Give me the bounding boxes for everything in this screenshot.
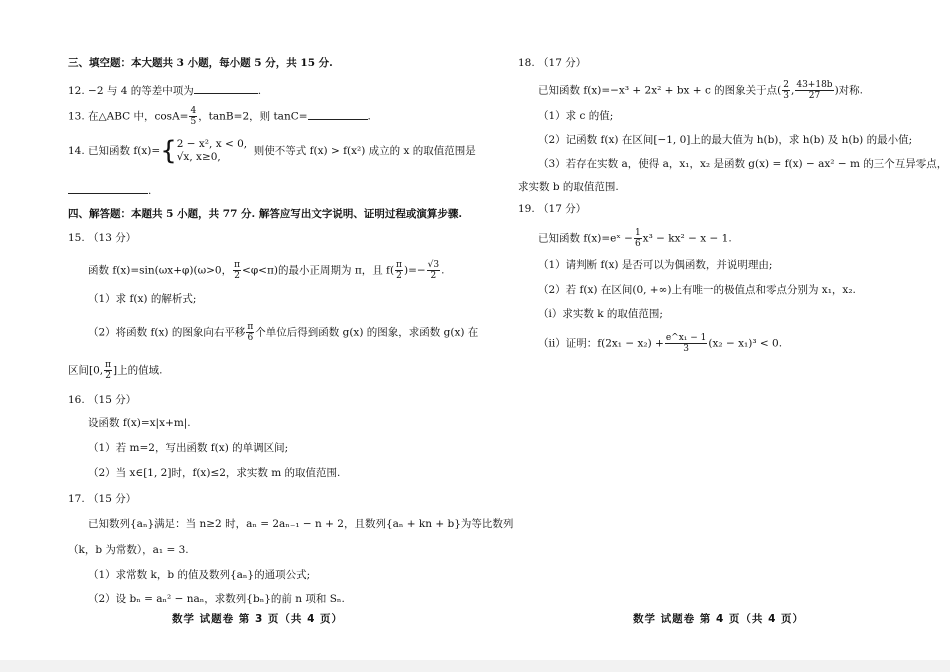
q15-part2-cont <box>68 360 162 381</box>
numerator: π <box>105 360 112 370</box>
q18-stem-b: )对称. <box>834 84 863 97</box>
denominator: 2 <box>396 271 402 281</box>
q13-text-a: 13. 在△ABC 中，cosA= <box>68 110 189 123</box>
q14-text-a: 14. 已知函数 f(x)= <box>68 145 161 157</box>
q15-part2-d: ]上的值域. <box>113 364 163 377</box>
q16-header: 16. （15 分） <box>68 394 137 406</box>
q19-part-ii-a: （ii）证明：f(2x₁ − x₂) + <box>538 337 664 350</box>
numerator: 4 <box>190 106 197 116</box>
question-14-answer <box>68 182 151 198</box>
q18-part3: （3）若存在实数 a，使得 a，x₁，x₂ 是函数 g(x) = f(x) − ax² − m 的三个互异零点， <box>538 158 948 170</box>
q12-end: . <box>257 85 262 97</box>
q17-stem-a: 已知数列{aₙ}满足：当 n≥2 时，aₙ = 2aₙ₋₁ − n + 2，且数列{aₙ + kn + b}为等比数列 <box>88 518 514 530</box>
section4-heading: 四、解答题：本题共 5 小题，共 77 分. 解答应写出文字说明、证明过程或演算步骤. <box>68 208 463 220</box>
case-1: 2 − x², x < 0, <box>176 138 248 150</box>
q13-text-b: ，tanB=2，则 tanC= <box>198 110 308 123</box>
q19-stem-b: x³ − kx² − x − 1. <box>642 232 732 245</box>
answer-blank <box>68 182 148 194</box>
fraction <box>665 333 708 354</box>
fraction <box>795 80 833 101</box>
fraction <box>634 228 642 249</box>
question-13 <box>68 106 371 127</box>
fraction <box>782 80 790 101</box>
q15-stem <box>88 260 444 281</box>
q16-part2: （2）当 x∈[1, 2]时，f(x)≤2，求实数 m 的取值范围. <box>88 467 341 479</box>
q15-stem-b: <φ<π)的最小正周期为 π，且 f( <box>242 264 395 277</box>
q18-stem-a: 已知函数 f(x)=−x³ + 2x² + bx + c 的图象关于点( <box>538 84 782 97</box>
q16-part1: （1）若 m=2，写出函数 f(x) 的单调区间; <box>88 442 289 454</box>
fraction <box>246 322 254 343</box>
fraction <box>104 360 112 381</box>
q15-part2 <box>88 322 478 343</box>
case-2: √x, x≥0, <box>176 151 221 163</box>
q15-stem-c: )=− <box>403 264 426 277</box>
q14-end: . <box>148 185 152 197</box>
q17-part1: （1）求常数 k，b 的值及数列{aₙ}的通项公式; <box>88 569 311 581</box>
numerator: π <box>247 322 254 332</box>
q15-part2-c: 区间[0, <box>68 364 104 377</box>
q17-stem-b: （k，b 为常数），a₁ = 3. <box>68 544 189 556</box>
denominator: 3 <box>683 344 689 354</box>
fraction <box>395 260 403 281</box>
q19-part-i: （i）求实数 k 的取值范围; <box>538 308 663 320</box>
scan-edge <box>0 660 950 672</box>
q19-stem-a: 已知函数 f(x)=eˣ − <box>538 232 633 245</box>
q19-part2: （2）若 f(x) 在区间(0, +∞)上有唯一的极值点和零点分别为 x₁，x₂. <box>538 284 856 296</box>
brace-symbol: { <box>160 136 177 166</box>
numerator: √3 <box>427 260 440 270</box>
fraction <box>233 260 241 281</box>
numerator: 2 <box>783 80 789 90</box>
q19-part-ii-b: (x₂ − x₁)³ < 0. <box>708 337 783 350</box>
denominator: 2 <box>234 271 240 281</box>
question-12 <box>68 82 261 98</box>
numerator: 43+18b <box>796 80 833 90</box>
q12-text: 12. −2 与 4 的等差中项为 <box>68 85 194 97</box>
denominator: 27 <box>808 91 821 101</box>
q19-header: 19. （17 分） <box>518 203 587 215</box>
section3-heading: 三、填空题：本大题共 3 小题，每小题 5 分，共 15 分. <box>68 57 333 69</box>
q15-stem-a: 函数 f(x)=sin(ωx+φ)(ω>0， <box>88 264 233 277</box>
fraction <box>189 106 197 127</box>
q15-part1: （1）求 f(x) 的解析式; <box>88 293 197 305</box>
piecewise-cases <box>177 138 247 164</box>
denominator: 2 <box>430 271 437 281</box>
page-footer-left: 数学 试题卷 第 3 页（共 4 页） <box>172 613 344 625</box>
numerator: π <box>234 260 241 270</box>
q16-stem: 设函数 f(x)=x|x+m|. <box>88 417 191 429</box>
q18-part2: （2）记函数 f(x) 在区间[−1, 0]上的最大值为 h(b)，求 h(b) 及 h(b) 的最小值; <box>538 134 913 146</box>
answer-blank <box>194 82 258 94</box>
numerator: π <box>396 260 402 270</box>
q14-text-b: 则使不等式 f(x) > f(x²) 成立的 x 的取值范围是 <box>253 145 476 157</box>
q19-part1: （1）请判断 f(x) 是否可以为偶函数，并说明理由; <box>538 259 773 271</box>
answer-blank <box>308 108 368 120</box>
page-footer-right: 数学 试题卷 第 4 页（共 4 页） <box>633 613 805 625</box>
q15-part2-a: （2）将函数 f(x) 的图象向右平移 <box>88 326 246 339</box>
q17-header: 17. （15 分） <box>68 493 137 505</box>
q18-header: 18. （17 分） <box>518 57 587 69</box>
q19-stem <box>538 228 732 249</box>
denominator: 6 <box>247 333 254 343</box>
fraction <box>427 260 440 281</box>
q18-stem: 已知函数 f(x)=−x³ + 2x² + bx + c 的图象关于点( $\frac{2}{3}$ , $\frac{43+18b}{27}$ )对称. <box>538 80 863 101</box>
q13-end: . <box>367 110 371 123</box>
denominator: 3 <box>783 91 789 101</box>
question-14 <box>68 138 476 164</box>
numerator: 1 <box>634 228 641 238</box>
q17-part2: （2）设 bₙ = aₙ² − naₙ，求数列{bₙ}的前 n 项和 Sₙ. <box>88 593 345 605</box>
denominator: 2 <box>105 371 111 381</box>
q15-stem-d: . <box>441 264 445 277</box>
denominator: 6 <box>634 239 641 249</box>
q19-part-ii <box>538 333 782 354</box>
numerator: e^x₁ − 1 <box>665 333 707 343</box>
q18-part3-cont: 求实数 b 的取值范围. <box>518 181 619 193</box>
q18-part1: （1）求 c 的值; <box>538 110 614 122</box>
denominator: 5 <box>190 117 197 127</box>
q15-header: 15. （13 分） <box>68 232 137 244</box>
q15-part2-b: 个单位后得到函数 g(x) 的图象，求函数 g(x) 在 <box>255 326 479 339</box>
